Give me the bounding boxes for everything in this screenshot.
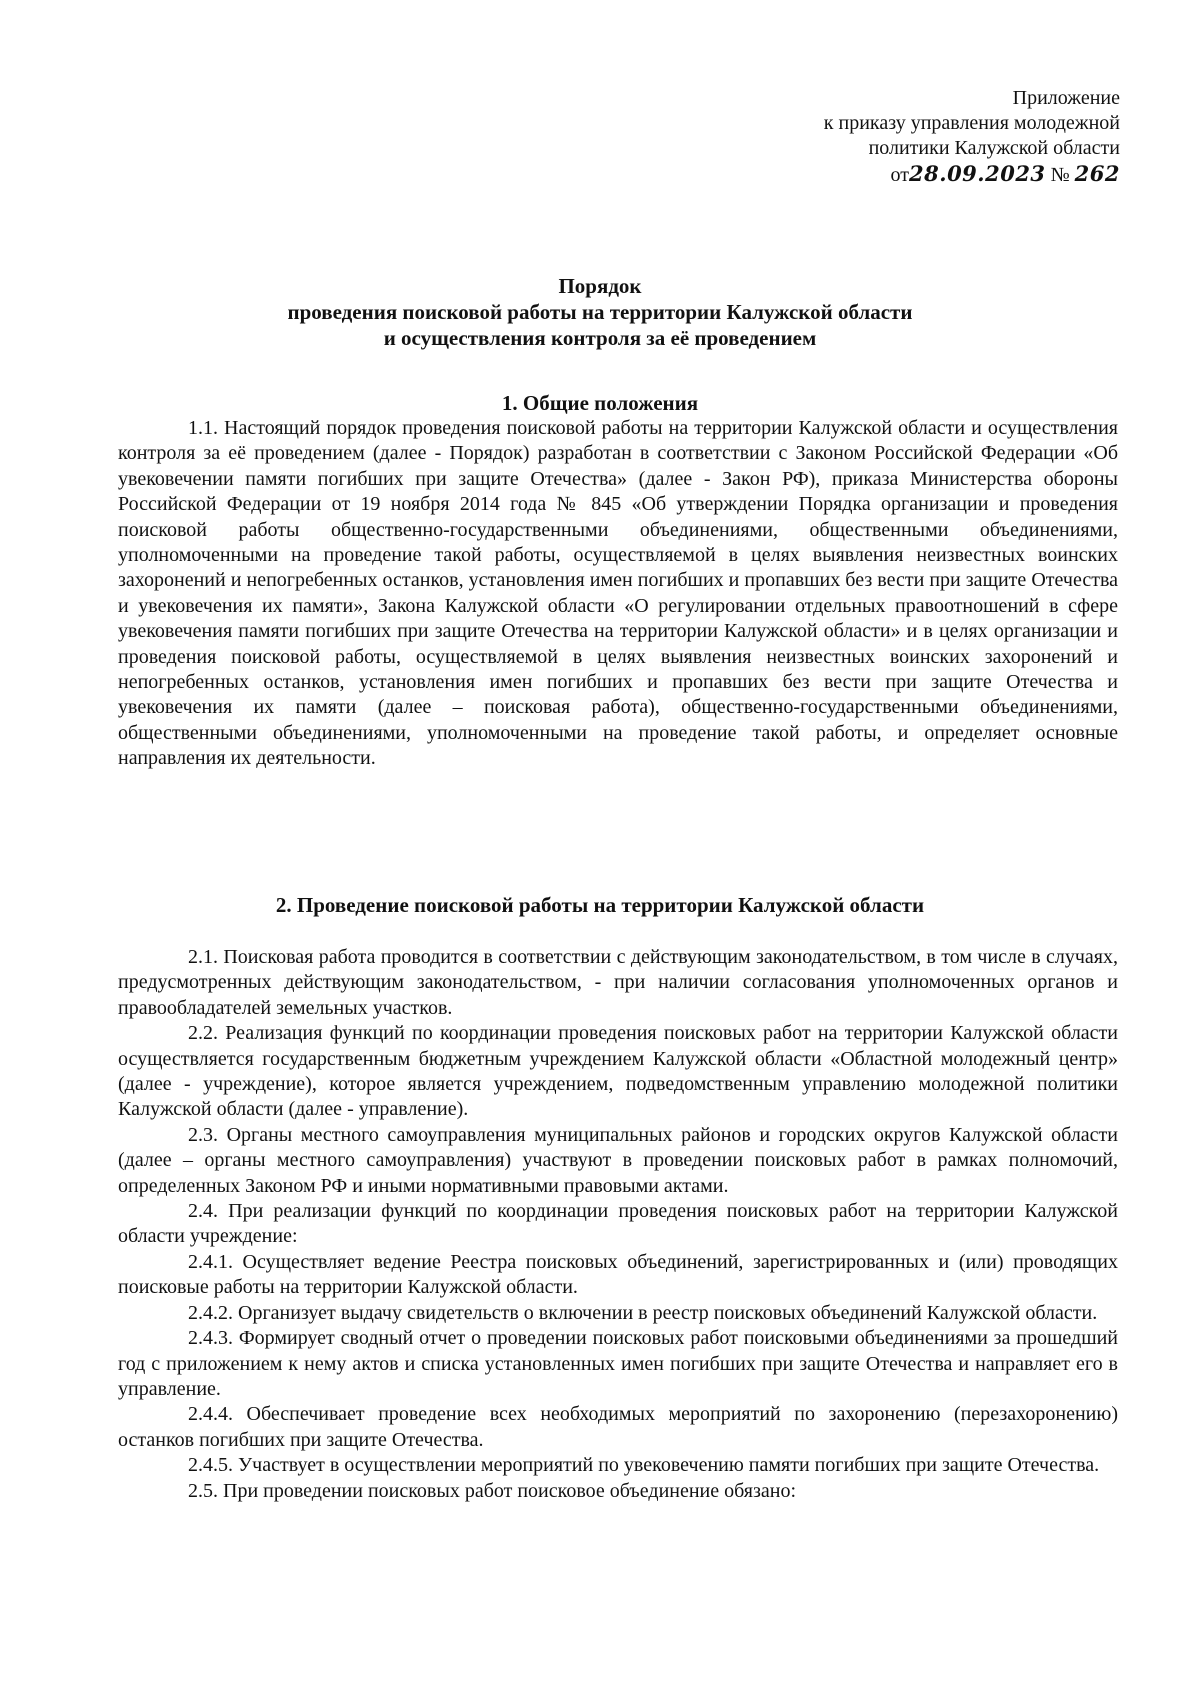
paragraph-2-4-4: 2.4.4. Обеспечивает проведение всех необходимых мероприятий по захоронению (перезахоронению) останков погибших при защите Отечества. — [118, 1403, 1118, 1451]
appendix-header — [660, 86, 1120, 188]
section-2-heading: 2. Проведение поисковой работы на территории Калужской области — [275, 893, 925, 917]
paragraph-1-1: 1.1. Настоящий порядок проведения поисковой работы на территории Калужской области и осуществления контроля за её проведением (далее - Порядок) разработан в соответствии с Законом Российской Федерации «Об увековечении памяти погибших при защите Отечества» (далее - Закон РФ), приказа Министерства обороны Российской Федерации от 19 ноября 2014 года № 845 «Об утверждении Порядка организации и проведения поисковой работы общественно-государственными объединениями, общественными объединениями, уполномоченными на проведение такой работы, осуществляемой в целях выявления неизвестных воинских захоронений и непогребенных останков, установления имен погибших и пропавших без вести при защите Отечества и увековечения их памяти», Закона Калужской области «О регулировании отдельных правоотношений в сфере увековечения памяти погибших при защите Отечества на территории Калужской области» и в целях организации и проведения поисковой работы, осуществляемой в целях выявления неизвестных воинских захоронений и непогребенных останков, установления имен погибших и пропавших без вести при защите Отечества и увековечения их памяти (далее – поисковая работа), общественно-государственными объединениями, общественными объединениями, уполномоченными на проведение такой работы, и определяет основные направления их деятельности. — [118, 417, 1118, 770]
section-1-heading: 1. Общие положения — [501, 391, 699, 415]
title-line-1: Порядок — [558, 274, 642, 298]
appendix-date-line — [660, 161, 1120, 188]
paragraph-2-1: 2.1. Поисковая работа проводится в соответствии с действующим законодательством, в том числе в случаях, предусмотренных действующим законодательством, - при наличии согласования уполномоченных органов и правообладателей земельных участков. — [118, 946, 1118, 1019]
appendix-title: Приложение — [1012, 87, 1120, 109]
paragraph-2-4-1: 2.4.1. Осуществляет ведение Реестра поисковых объединений, зарегистрированных и (или) проводящих поисковые работы на территории Калужской области. — [118, 1250, 1118, 1299]
paragraph-2-5: 2.5. При проведении поисковых работ поисковое объединение обязано: — [188, 1479, 797, 1502]
paragraph-2-4-3: 2.4.3. Формирует сводный отчет о проведении поисковых работ поисковыми объединениями за прошедший год с приложением к нему актов и списка установленных имен погибших при защите Отечества и направляет его в управление. — [118, 1327, 1118, 1400]
handwritten-date: 28.09.2023 — [909, 161, 1046, 186]
title-line-2: проведения поисковой работы на территории Калужской области — [287, 300, 913, 324]
paragraph-2-4-2: 2.4.2. Организует выдачу свидетельств о включении в реестр поисковых объединений Калужской области. — [188, 1301, 1098, 1324]
section-2-body — [118, 945, 1118, 1504]
paragraph-2-4: 2.4. При реализации функций по координации проведения поисковых работ на территории Калужской области учреждение: — [118, 1200, 1118, 1248]
appendix-order-ref: к приказу управления молодежной — [823, 112, 1120, 134]
paragraph-2-2: 2.2. Реализация функций по координации проведения поисковых работ на территории Калужской области осуществляется государственным бюджетным учреждением Калужской области «Областной молодежный центр» (далее - учреждение), которое является учреждением, подведомственным управлению молодежной политики Калужской области (далее - управление). — [118, 1022, 1118, 1121]
document-title — [120, 273, 1080, 351]
paragraph-2-3: 2.3. Органы местного самоуправления муниципальных районов и городских округов Калужской области (далее – органы местного самоуправления) участвуют в проведении поисковых работ в рамках полномочий, определенных Законом РФ и иными нормативными правовыми актами. — [118, 1123, 1118, 1197]
number-sign: № — [1050, 164, 1070, 186]
appendix-department: политики Калужской области — [868, 137, 1120, 159]
paragraph-2-4-5: 2.4.5. Участвует в осуществлении мероприятий по увековечению памяти погибших при защите Отечества. — [188, 1454, 1100, 1477]
title-line-3: и осуществления контроля за её проведением — [383, 326, 817, 350]
date-prefix: от — [890, 164, 910, 186]
section-1-body — [118, 416, 1118, 772]
handwritten-number: 262 — [1074, 161, 1120, 186]
